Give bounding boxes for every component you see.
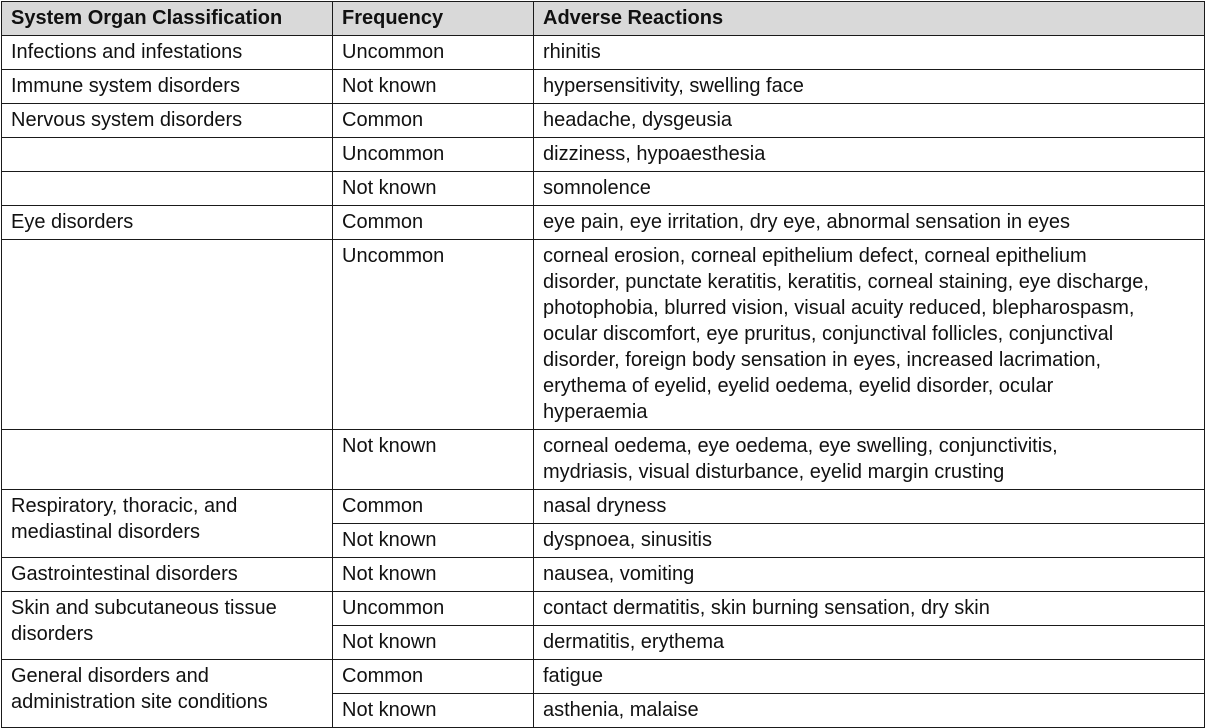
frequency-cell: Not known [333, 70, 534, 104]
header-frequency: Frequency [333, 2, 534, 36]
frequency-cell: Not known [333, 694, 534, 728]
soc-line: administration site conditions [11, 691, 268, 713]
reaction-line: hyperaemia [543, 401, 648, 423]
reactions-cell: nasal dryness [534, 490, 1205, 524]
soc-line: disorders [11, 623, 94, 645]
soc-line: mediastinal disorders [11, 521, 200, 543]
reaction-line: mydriasis, visual disturbance, eyelid margin crusting [543, 461, 1005, 483]
reaction-line: erythema of eyelid, eyelid oedema, eyelid disorder, ocular [543, 375, 1054, 397]
soc-cell: Infections and infestations [2, 36, 333, 70]
table-row [2, 206, 1205, 240]
reactions-cell: headache, dysgeusia [534, 104, 1205, 138]
soc-cell [2, 490, 333, 558]
frequency-cell: Common [333, 206, 534, 240]
frequency-cell: Uncommon [333, 36, 534, 70]
reactions-cell: hypersensitivity, swelling face [534, 70, 1205, 104]
reactions-cell: asthenia, malaise [534, 694, 1205, 728]
soc-cell: Gastrointestinal disorders [2, 558, 333, 592]
reaction-line: corneal erosion, corneal epithelium defect, corneal epithelium [543, 245, 1087, 267]
reaction-line: corneal oedema, eye oedema, eye swelling, conjunctivitis, [543, 435, 1058, 457]
frequency-cell: Common [333, 104, 534, 138]
soc-line: General disorders and [11, 665, 209, 687]
table-row [2, 240, 1205, 430]
reactions-cell: eye pain, eye irritation, dry eye, abnormal sensation in eyes [534, 206, 1205, 240]
frequency-cell: Not known [333, 524, 534, 558]
table-row [2, 36, 1205, 70]
reactions-cell: nausea, vomiting [534, 558, 1205, 592]
table-row [2, 138, 1205, 172]
table-row [2, 172, 1205, 206]
frequency-cell: Uncommon [333, 240, 534, 430]
soc-cell [2, 660, 333, 728]
soc-cell: Nervous system disorders [2, 104, 333, 138]
reaction-line: disorder, punctate keratitis, keratitis, corneal staining, eye discharge, [543, 271, 1149, 293]
soc-line: Respiratory, thoracic, and [11, 495, 238, 517]
frequency-cell: Common [333, 660, 534, 694]
soc-cell: Immune system disorders [2, 70, 333, 104]
soc-line: Skin and subcutaneous tissue [11, 597, 277, 619]
reaction-line: disorder, foreign body sensation in eyes, increased lacrimation, [543, 349, 1102, 371]
header-row [2, 2, 1205, 36]
reactions-cell: dyspnoea, sinusitis [534, 524, 1205, 558]
frequency-cell: Not known [333, 172, 534, 206]
table-row [2, 490, 1205, 524]
reaction-line: ocular discomfort, eye pruritus, conjunctival follicles, conjunctival [543, 323, 1114, 345]
soc-cell [2, 592, 333, 660]
reactions-cell: dizziness, hypoaesthesia [534, 138, 1205, 172]
frequency-cell: Uncommon [333, 138, 534, 172]
header-soc: System Organ Classification [2, 2, 333, 36]
soc-cell [2, 138, 333, 172]
reactions-cell [534, 430, 1205, 490]
frequency-cell: Uncommon [333, 592, 534, 626]
header-reactions: Adverse Reactions [534, 2, 1205, 36]
reactions-cell: fatigue [534, 660, 1205, 694]
reactions-cell: somnolence [534, 172, 1205, 206]
table-row [2, 430, 1205, 490]
table-row [2, 592, 1205, 626]
table-row [2, 558, 1205, 592]
soc-cell [2, 240, 333, 430]
frequency-cell: Not known [333, 626, 534, 660]
soc-cell: Eye disorders [2, 206, 333, 240]
reactions-cell: contact dermatitis, skin burning sensation, dry skin [534, 592, 1205, 626]
soc-cell [2, 430, 333, 490]
reactions-cell: rhinitis [534, 36, 1205, 70]
table-row [2, 660, 1205, 694]
reaction-line: photophobia, blurred vision, visual acuity reduced, blepharospasm, [543, 297, 1135, 319]
frequency-cell: Not known [333, 558, 534, 592]
frequency-cell: Common [333, 490, 534, 524]
table-row [2, 104, 1205, 138]
table-row [2, 70, 1205, 104]
soc-cell [2, 172, 333, 206]
reactions-cell [534, 240, 1205, 430]
frequency-cell: Not known [333, 430, 534, 490]
adverse-reactions-table [1, 1, 1205, 728]
reactions-cell: dermatitis, erythema [534, 626, 1205, 660]
